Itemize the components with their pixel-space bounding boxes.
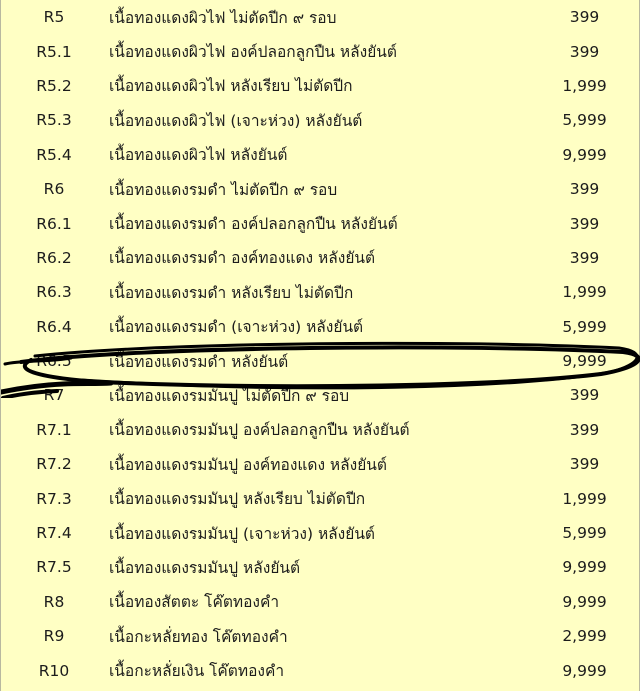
item-code: R6.4: [36, 317, 72, 336]
item-description: เนื้อทองแดงรมมันปู (เจาะห่วง) หลังยันต์: [109, 524, 375, 543]
item-description: เนื้อกะหลั่ยทอง โค๊ตทองคำ: [109, 627, 288, 646]
item-code: R9: [43, 627, 65, 646]
item-code: R5: [43, 8, 65, 27]
item-description: เนื้อทองแดงรมดำ (เจาะห่วง) หลังยันต์: [109, 318, 364, 337]
item-price: 1,999: [562, 489, 607, 508]
table-row: [7, 378, 640, 412]
item-price: 9,999: [562, 558, 607, 577]
item-code: R7.4: [36, 524, 72, 543]
table-row: [7, 275, 640, 309]
item-code: R6.3: [36, 283, 72, 302]
item-description: เนื้อทองแดงผิวไฟ องค์ปลอกลูกปืน หลังยันต์: [109, 43, 397, 62]
item-code: R6.2: [36, 248, 72, 267]
table-row: [7, 241, 640, 275]
table-row: [7, 103, 640, 137]
item-price: 5,999: [562, 111, 607, 130]
table-row: [7, 138, 640, 172]
item-description: เนื้อทองแดงผิวไฟ หลังยันต์: [109, 146, 288, 165]
item-code: R6.5: [36, 352, 72, 371]
item-price: 1,999: [562, 283, 607, 302]
item-price: 399: [569, 180, 600, 199]
item-price: 9,999: [562, 661, 607, 680]
item-description: เนื้อทองแดงผิวไฟ ไม่ตัดปีก ๙ รอบ: [109, 8, 337, 27]
item-price: 9,999: [562, 352, 607, 371]
item-price: 9,999: [562, 592, 607, 611]
item-code: R10: [38, 661, 70, 680]
item-price: 399: [569, 455, 600, 474]
item-code: R7.3: [36, 489, 72, 508]
item-price: 399: [569, 248, 600, 267]
item-description: เนื้อทองแดงรมดำ ไม่ตัดปีก ๙ รอบ: [109, 180, 338, 199]
item-code: R6: [43, 180, 65, 199]
item-price: 399: [569, 42, 600, 61]
item-description: เนื้อทองแดงรมมันปู หลังเรียบ ไม่ตัดปีก: [109, 490, 366, 509]
table-row: [7, 585, 640, 619]
item-price: 5,999: [562, 524, 607, 543]
table-row: [7, 310, 640, 344]
table-row: [7, 344, 640, 378]
table-row: [7, 447, 640, 481]
item-code: R5.3: [36, 111, 72, 130]
item-code: R7.1: [36, 420, 72, 439]
item-price: 399: [569, 8, 600, 27]
item-code: R7.5: [36, 558, 72, 577]
item-code: R8: [43, 592, 65, 611]
item-code: R6.1: [36, 214, 72, 233]
price-table-body: [7, 0, 640, 688]
table-row: [7, 516, 640, 550]
item-price: 399: [569, 386, 600, 405]
table-row: [7, 34, 640, 68]
item-description: เนื้อทองแดงรมดำ องค์ทองแดง หลังยันต์: [109, 249, 376, 268]
item-price: 2,999: [562, 627, 607, 646]
item-description: เนื้อทองแดงรมดำ หลังเรียบ ไม่ตัดปีก: [109, 283, 354, 302]
table-row: [7, 619, 640, 653]
item-description: เนื้อกะหลั่ยเงิน โค๊ตทองคำ: [109, 662, 285, 681]
item-price: 9,999: [562, 145, 607, 164]
table-row: [7, 413, 640, 447]
table-row: [7, 550, 640, 584]
table-row: [7, 0, 640, 34]
item-description: เนื้อทองแดงรมมันปู หลังยันต์: [109, 558, 301, 577]
table-row: [7, 172, 640, 206]
item-description: เนื้อทองแดงรมมันปู ไม่ตัดปีก ๙ รอบ: [109, 386, 350, 405]
item-price: 399: [569, 420, 600, 439]
table-row: [7, 206, 640, 240]
price-table: [7, 0, 640, 688]
item-code: R5.4: [36, 145, 72, 164]
item-code: R7.2: [36, 455, 72, 474]
item-price: 399: [569, 214, 600, 233]
item-code: R5.2: [36, 76, 72, 95]
item-code: R7: [43, 386, 65, 405]
item-price: 1,999: [562, 76, 607, 95]
table-row: [7, 481, 640, 515]
item-description: เนื้อทองแดงรมมันปู องค์ปลอกลูกปืน หลังยันต์: [109, 421, 410, 440]
table-row: [7, 69, 640, 103]
item-description: เนื้อทองแดงผิวไฟ หลังเรียบ ไม่ตัดปีก: [109, 77, 353, 96]
item-price: 5,999: [562, 317, 607, 336]
item-description: เนื้อทองแดงรมมันปู องค์ทองแดง หลังยันต์: [109, 455, 387, 474]
item-description: เนื้อทองแดงรมดำ หลังยันต์: [109, 352, 289, 371]
item-description: เนื้อทองแดงรมดำ องค์ปลอกลูกปืน หลังยันต์: [109, 215, 398, 234]
item-description: เนื้อทองสัตตะ โค๊ตทองคำ: [109, 593, 280, 612]
table-row: [7, 653, 640, 687]
item-description: เนื้อทองแดงผิวไฟ (เจาะห่วง) หลังยันต์: [109, 111, 363, 130]
item-code: R5.1: [36, 42, 72, 61]
